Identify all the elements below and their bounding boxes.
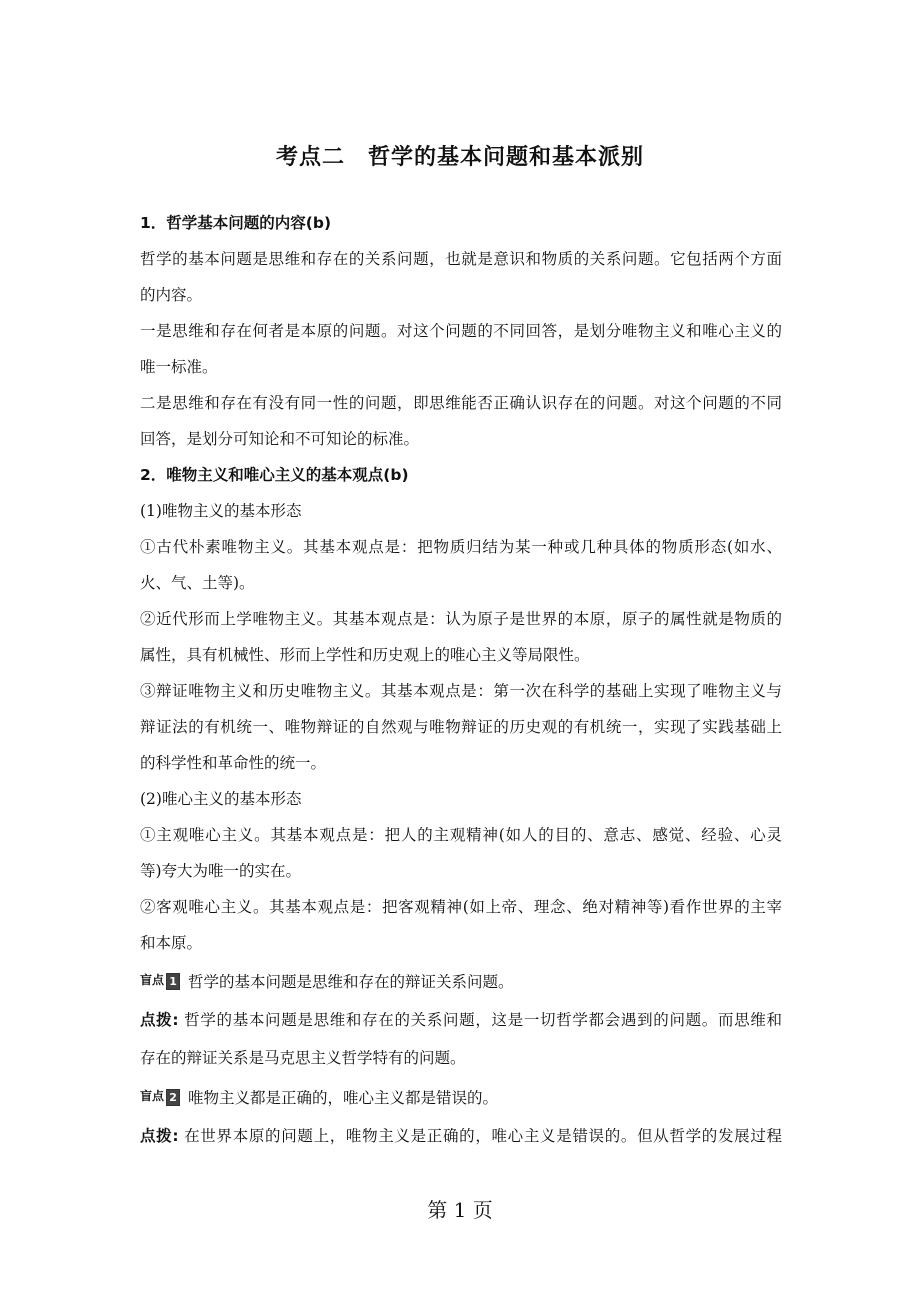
section-heading-2: 2．唯物主义和唯心主义的基本观点(b) <box>140 466 409 484</box>
paragraph-line: 属性，具有机械性、形而上学性和历史观上的唯心主义等局限性。 <box>140 646 590 664</box>
paragraph-line: 一是思维和存在何者是本原的问题。对这个问题的不同回答，是划分唯物主义和唯心主义的 <box>140 322 782 340</box>
paragraph-line: ②近代形而上学唯物主义。其基本观点是：认为原子是世界的本原，原子的属性就是物质的 <box>140 610 782 628</box>
blind-spot-2 <box>140 1077 782 1117</box>
tip-text: 在世界本原的问题上，唯物主义是正确的，唯心主义是错误的。但从哲学的发展过程 <box>184 1127 782 1145</box>
paragraph-line: 等)夸大为唯一的实在。 <box>140 862 302 880</box>
blind-spot-1 <box>140 961 782 1001</box>
number-box-icon: 2 <box>166 1089 180 1106</box>
tip-line <box>140 1001 782 1039</box>
paragraph-line: 的科学性和革命性的统一。 <box>140 754 327 772</box>
paragraph-line: 火、气、土等)。 <box>140 574 255 592</box>
tip-text: 哲学的基本问题是思维和存在的关系问题，这是一切哲学都会遇到的问题。而思维和 <box>184 1011 782 1029</box>
paragraph-line: 唯一标准。 <box>140 358 218 376</box>
blind-spot-badge: 盲点 <box>140 1089 165 1103</box>
blind-spot-badge: 盲点 <box>140 973 165 987</box>
section-heading-1: 1．哲学基本问题的内容(b) <box>140 214 332 232</box>
paragraph-line: ①古代朴素唯物主义。其基本观点是：把物质归结为某一种或几种具体的物质形态(如水、 <box>140 538 782 556</box>
paragraph-line: 二是思维和存在有没有同一性的问题，即思维能否正确认识存在的问题。对这个问题的不同 <box>140 394 782 412</box>
subheading: (2)唯心主义的基本形态 <box>140 790 302 808</box>
subheading: (1)唯物主义的基本形态 <box>140 502 302 520</box>
content-body <box>140 205 782 1155</box>
tip-label: 点拨: <box>140 1127 179 1145</box>
page-number: 第 1 页 <box>427 1198 493 1222</box>
paragraph-line: ②客观唯心主义。其基本观点是：把客观精神(如上帝、理念、绝对精神等)看作世界的主宰 <box>140 898 782 916</box>
paragraph-line: ①主观唯心主义。其基本观点是：把人的主观精神(如人的目的、意志、感觉、经验、心灵 <box>140 826 782 844</box>
paragraph-line: 哲学的基本问题是思维和存在的关系问题，也就是意识和物质的关系问题。它包括两个方面 <box>140 250 782 268</box>
paragraph-line: 回答，是划分可知论和不可知论的标准。 <box>140 430 420 448</box>
number-box-icon: 1 <box>166 973 180 990</box>
paragraph-line: 和本原。 <box>140 934 203 952</box>
paragraph-line: 的内容。 <box>140 286 203 304</box>
paragraph-line: ③辩证唯物主义和历史唯物主义。其基本观点是：第一次在科学的基础上实现了唯物主义与 <box>140 682 782 700</box>
tip-label: 点拨: <box>140 1011 179 1029</box>
tip-line <box>140 1117 782 1155</box>
tip-line: 存在的辩证关系是马克思主义哲学特有的问题。 <box>140 1049 466 1067</box>
blind-spot-text: 哲学的基本问题是思维和存在的辩证关系问题。 <box>188 973 514 991</box>
page-title: 考点二 哲学的基本问题和基本派别 <box>275 145 644 170</box>
blind-spot-text: 唯物主义都是正确的，唯心主义都是错误的。 <box>188 1089 499 1107</box>
paragraph-line: 辩证法的有机统一、唯物辩证的自然观与唯物辩证的历史观的有机统一，实现了实践基础上 <box>140 718 782 736</box>
